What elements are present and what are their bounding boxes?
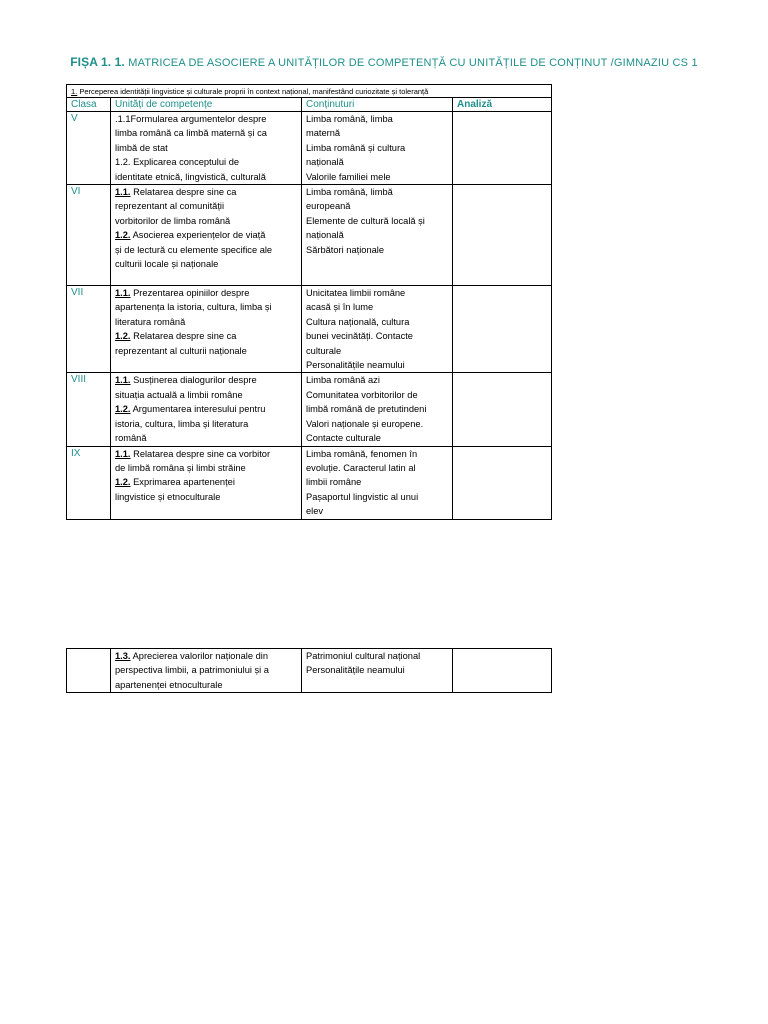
competence-units-cell (111, 286, 302, 373)
competence-unit-line (115, 402, 301, 416)
competence-title-cell (67, 85, 552, 98)
header-analiza: Analiză (453, 98, 552, 112)
unit-text: Argumentarea interesului pentru (132, 404, 266, 415)
unit-text: apartenenței etnoculturale (115, 679, 223, 690)
competence-unit-line (115, 329, 301, 343)
title-main: MATRICEA DE ASOCIERE A UNITĂȚILOR DE COMPETENȚĂ CU UNITĂȚILE DE CONȚINUT /GIMNAZIU CS 1 (128, 57, 698, 69)
class-cell: V (67, 112, 111, 185)
content-line: Patrimoniul cultural național (306, 651, 421, 661)
competence-unit-line (115, 286, 301, 300)
competence-unit-line (115, 373, 301, 387)
competence-unit-line (115, 417, 301, 431)
content-cell (302, 446, 453, 519)
class-cell: VII (67, 286, 111, 373)
content-line: Cultura națională, cultura (306, 316, 410, 327)
unit-number: 1.2. (115, 477, 131, 488)
unit-text: vorbitorilor de limba română (115, 215, 231, 226)
analysis-cell (453, 649, 552, 693)
analysis-cell (453, 286, 552, 373)
content-line: Limba română, limba (306, 114, 393, 124)
competence-unit-line (115, 199, 301, 213)
unit-text: Susținerea dialogurilor despre (133, 375, 257, 386)
unit-text: .1.1Formularea argumentelor despre (115, 114, 267, 124)
competence-unit-line (115, 315, 301, 329)
column-header-row (67, 98, 552, 112)
continuation-table (66, 648, 552, 693)
content-cell (302, 649, 453, 693)
header-clasa: Clasa (67, 98, 111, 112)
competence-units-cell (111, 446, 302, 519)
table-row (67, 446, 552, 519)
content-line: maternă (306, 128, 341, 139)
unit-text: literatura română (115, 316, 186, 327)
unit-text: istoria, cultura, limba și literatura (115, 418, 249, 429)
unit-text: de limbă româna și limbi străine (115, 462, 246, 473)
unit-text: Asocierea experiențelor de viață (132, 230, 266, 241)
header-continuturi: Conținuturi (302, 98, 453, 112)
unit-text: Aprecierea valorilor naționale din (132, 651, 268, 661)
competence-unit-line (115, 257, 301, 271)
content-cell (302, 185, 453, 286)
content-line: Limba română, fenomen în (306, 448, 418, 459)
content-line: Pașaportul lingvistic al unui (306, 491, 419, 502)
class-cell (67, 649, 111, 693)
content-line: Personalitățile neamului (306, 665, 405, 676)
content-line: bunei vecinătăți. Contacte (306, 331, 413, 342)
analysis-cell (453, 112, 552, 185)
page-title (0, 55, 768, 69)
table-row (67, 649, 552, 693)
unit-number: 1.1. (115, 448, 131, 459)
competence-unit-line (115, 126, 301, 140)
content-line: evoluție. Caracterul latin al (306, 462, 416, 473)
unit-text: culturii locale și naționale (115, 259, 219, 270)
unit-text: reprezentant al culturii naționale (115, 345, 247, 356)
content-line: Sărbători naționale (306, 244, 385, 255)
unit-text: Prezentarea opiniilor despre (133, 288, 250, 299)
content-cell (302, 373, 453, 446)
unit-number: 1.2. (115, 230, 131, 241)
title-prefix: FIȘA 1. 1. (70, 55, 125, 69)
content-line: Valorile familiei mele (306, 171, 391, 182)
competence-unit-line (115, 112, 301, 126)
unit-text: Relatarea despre sine ca vorbitor (133, 448, 271, 459)
competence-matrix-table (66, 84, 552, 520)
unit-number: 1.1. (115, 187, 131, 198)
competence-unit-line (115, 663, 301, 677)
competence-unit-line (115, 461, 301, 475)
content-line: Limba română, limbă (306, 187, 393, 198)
content-line: culturale (306, 345, 342, 356)
header-unitati: Unități de competențe (111, 98, 302, 112)
unit-text: 1.2. Explicarea conceptului de (115, 157, 240, 168)
competence-unit-line (115, 447, 301, 461)
unit-text: română (115, 433, 147, 444)
content-line: Limba română și cultura (306, 142, 406, 153)
class-cell: VIII (67, 373, 111, 446)
unit-text: lingvistice și etnoculturale (115, 491, 221, 502)
unit-text: apartenența la istoria, cultura, limba și (115, 302, 272, 313)
competence-unit-line (115, 141, 301, 155)
competence-unit-line (115, 170, 301, 184)
class-cell: IX (67, 446, 111, 519)
competence-unit-line (115, 490, 301, 504)
competence-unit-line (115, 214, 301, 228)
competence-unit-line (115, 388, 301, 402)
content-line: Elemente de cultură locală și (306, 215, 425, 226)
content-cell (302, 286, 453, 373)
competence-unit-line (115, 228, 301, 242)
analysis-cell (453, 446, 552, 519)
competence-unit-line (115, 678, 301, 692)
unit-number: 1.1. (115, 288, 131, 299)
unit-text: Relatarea despre sine ca (133, 331, 237, 342)
content-cell (302, 112, 453, 185)
analysis-cell (453, 373, 552, 446)
table-row (67, 373, 552, 446)
competence-unit-line (115, 243, 301, 257)
competence-units-cell (111, 373, 302, 446)
content-line: elev (306, 506, 324, 517)
competence-unit-line (115, 431, 301, 445)
content-line: Valori naționale și europene. (306, 418, 424, 429)
content-line: Limba română azi (306, 375, 380, 386)
class-cell: VI (67, 185, 111, 286)
competence-units-cell (111, 112, 302, 185)
unit-text: perspectiva limbii, a patrimoniului și a (115, 665, 269, 676)
content-line: limbii române (306, 477, 362, 488)
unit-text: situația actuală a limbii române (115, 389, 243, 400)
competence-unit-line (115, 300, 301, 314)
competence-units-cell (111, 649, 302, 693)
content-line: Unicitatea limbii române (306, 288, 406, 299)
analysis-cell (453, 185, 552, 286)
unit-number: 1.3. (115, 651, 131, 661)
unit-text: Relatarea despre sine ca (133, 187, 237, 198)
unit-text: reprezentant al comunității (115, 201, 225, 212)
competence-units-cell (111, 185, 302, 286)
unit-text: Exprimarea apartenenței (133, 477, 235, 488)
unit-number: 1.2. (115, 331, 131, 342)
content-line: Personalitățile neamului (306, 360, 405, 371)
content-line: Contacte culturale (306, 433, 381, 444)
unit-number: 1.2. (115, 404, 131, 415)
unit-number: 1.1. (115, 375, 131, 386)
competence-text: Perceperea identității lingvistice și culturale proprii în context național, manifestând curiozitate și toleranță (79, 87, 429, 96)
table-row (67, 185, 552, 286)
competence-unit-line (115, 649, 301, 663)
continuation-body (67, 649, 552, 693)
content-line: europeană (306, 201, 351, 212)
competence-header-row (67, 85, 552, 98)
unit-text: identitate etnică, lingvistică, culturală (115, 171, 266, 182)
table-row (67, 286, 552, 373)
unit-text: și de lectură cu elemente specifice ale (115, 244, 273, 255)
matrix-body (67, 112, 552, 520)
content-line: națională (306, 230, 344, 241)
competence-number: 1. (71, 87, 78, 96)
competence-unit-line (115, 475, 301, 489)
table-row (67, 112, 552, 185)
competence-unit-line (115, 344, 301, 358)
competence-unit-line (115, 155, 301, 169)
content-line: Comunitatea vorbitorilor de (306, 389, 418, 400)
unit-text: limba română ca limbă maternă și ca (115, 128, 267, 139)
content-line: națională (306, 157, 344, 168)
content-line: limbă română de pretutindeni (306, 404, 427, 415)
unit-text: limbă de stat (115, 142, 168, 153)
competence-unit-line (115, 185, 301, 199)
content-line: acasă și în lume (306, 302, 374, 313)
